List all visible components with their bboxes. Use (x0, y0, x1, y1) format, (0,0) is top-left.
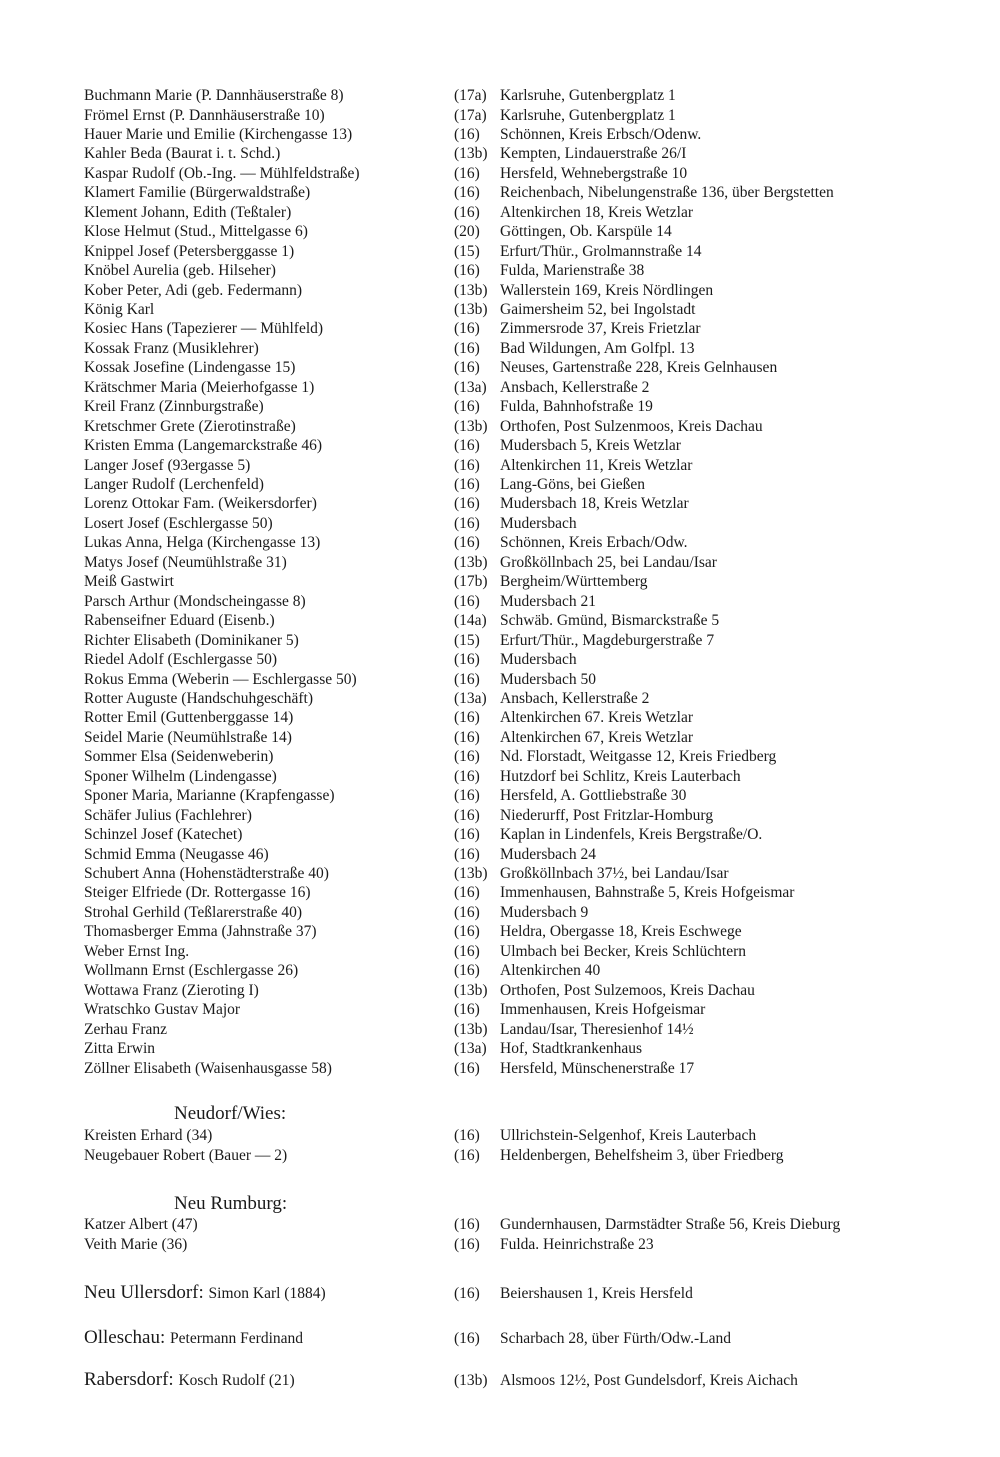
list-item (84, 533, 964, 553)
entry-name: Kreisten Erhard (34) (84, 1127, 213, 1144)
section-title-neu-rumburg: Neu Rumburg: (174, 1193, 288, 1214)
entry-district: (13a) (454, 1040, 487, 1057)
entry-address: Mudersbach 50 (500, 670, 596, 688)
entry-district: (15) (454, 242, 480, 260)
list-item (84, 942, 964, 962)
list-item (84, 261, 964, 281)
entry-district: (13b) (454, 981, 488, 999)
entry-address: Schönnen, Kreis Erbsch/Odenw. (500, 125, 702, 143)
entry-district: (16) (454, 359, 480, 377)
list-item (84, 883, 964, 903)
list-item (84, 86, 964, 106)
entry-district: (16) (454, 1127, 480, 1144)
list-item (84, 339, 964, 359)
entry-name: Kahler Beda (Baurat i. t. Schd.) (84, 145, 281, 163)
entry-district: (16) (454, 826, 480, 844)
entry-name: Kossak Josefine (Lindengasse 15) (84, 359, 296, 377)
list-item (84, 728, 964, 748)
entry-name: Kaspar Rudolf (Ob.-Ing. — Mühlfeldstraße) (84, 164, 360, 182)
entry-address: Göttingen, Ob. Karspüle 14 (500, 223, 672, 241)
list-item (84, 203, 964, 223)
list-item (84, 1020, 964, 1040)
entry-address: Hersfeld, Wehnebergstraße 10 (500, 164, 688, 182)
list-item (84, 475, 964, 495)
entry-district: (13b) (454, 1020, 488, 1038)
entry-address: Fulda. Heinrichstraße 23 (500, 1236, 654, 1253)
entry-name: Parsch Arthur (Mondscheingasse 8) (84, 592, 306, 610)
entry-address: Fulda, Bahnhofstraße 19 (500, 398, 653, 416)
list-item (84, 319, 964, 339)
entry-district: (16) (454, 339, 480, 357)
entry-address: Landau/Isar, Theresienhof 14½ (500, 1020, 694, 1038)
entry-address: Ulmbach bei Becker, Kreis Schlüchtern (500, 942, 747, 960)
entry-name: Kretschmer Grete (Zierotinstraße) (84, 417, 296, 435)
entry-name: Kristen Emma (Langemarckstraße 46) (84, 437, 323, 455)
list-item (84, 242, 964, 262)
entry-name: Zerhau Franz (84, 1020, 168, 1038)
list-item (84, 650, 964, 670)
list-item (84, 611, 964, 631)
entry-name: Sommer Elsa (Seidenweberin) (84, 748, 274, 766)
entry-address: Erfurt/Thür., Grolmannstraße 14 (500, 242, 702, 260)
place-name: Neu Ullersdorf: (84, 1282, 204, 1303)
entry-district: (13a) (454, 378, 487, 396)
entry-address: Altenkirchen 40 (500, 962, 601, 980)
entry-district: (16) (454, 534, 480, 552)
entry-address: Fulda, Marienstraße 38 (500, 262, 645, 279)
entry-name: Wollmann Ernst (Eschlergasse 26) (84, 962, 299, 980)
entry-address: Neuses, Gartenstraße 228, Kreis Gelnhausen (500, 359, 778, 377)
list-item (84, 417, 964, 437)
entry-name: Kosiec Hans (Tapezierer — Mühlfeld) (84, 320, 324, 338)
entry-address: Mudersbach 5, Kreis Wetzlar (500, 437, 681, 455)
entry-district: (16) (454, 787, 480, 805)
entry-name: Langer Rudolf (Lerchenfeld) (84, 476, 264, 493)
entry-district: (17a) (454, 106, 487, 124)
entry-name: Matys Josef (Neumühlstraße 31) (84, 553, 287, 571)
entry-district: (16) (454, 495, 480, 513)
entry-district: (13a) (454, 689, 487, 707)
entry-address: Bergheim/Württemberg (500, 573, 648, 591)
entry-name: Seidel Marie (Neumühlstraße 14) (84, 728, 292, 746)
place-name: Olleschau: (84, 1327, 166, 1348)
entry-address: Kaplan in Lindenfels, Kreis Bergstraße/O. (500, 826, 763, 844)
list-item (84, 144, 964, 164)
entry-district: (14a) (454, 612, 487, 630)
entry-district: (16) (454, 456, 480, 474)
entry-name: Richter Elisabeth (Dominikaner 5) (84, 631, 299, 649)
entry-name: Lorenz Ottokar Fam. (Weikersdorfer) (84, 495, 317, 513)
list-item (84, 553, 964, 573)
entry-name: Steiger Elfriede (Dr. Rottergasse 16) (84, 884, 311, 902)
entry-name: Klement Johann, Edith (Teßtaler) (84, 203, 292, 221)
list-item (84, 961, 964, 981)
entry-name: Lukas Anna, Helga (Kirchengasse 13) (84, 534, 321, 552)
entry-district: (16) (454, 651, 480, 668)
entry-district: (16) (454, 476, 480, 493)
entry-district: (16) (454, 748, 480, 766)
entry-address: Ansbach, Kellerstraße 2 (500, 378, 650, 396)
entry-district: (16) (454, 923, 480, 941)
place-entry (84, 1326, 303, 1351)
entry-name: Neugebauer Robert (Bauer — 2) (84, 1147, 288, 1164)
entry-address: Hutzdorf bei Schlitz, Kreis Lauterbach (500, 767, 741, 785)
entry-district: (16) (454, 728, 480, 746)
entry-address: Karlsruhe, Gutenbergplatz 1 (500, 87, 676, 104)
list-item (84, 183, 964, 203)
entry-address: Gaimersheim 52, bei Ingolstadt (500, 300, 696, 318)
entry-address: Hersfeld, Münschenerstraße 17 (500, 1059, 695, 1077)
entry-address: Mudersbach 24 (500, 845, 596, 863)
entry-district: (16) (454, 320, 480, 338)
entry-district: (16) (454, 125, 480, 143)
entry-address: Schwäb. Gmünd, Bismarckstraße 5 (500, 612, 720, 630)
entry-address: Gundernhausen, Darmstädter Straße 56, Kreis Dieburg (500, 1216, 841, 1233)
entry-name: Rokus Emma (Weberin — Eschlergasse 50) (84, 670, 357, 688)
section-title-neudorf: Neudorf/Wies: (174, 1103, 287, 1124)
entry-district: (13b) (454, 553, 488, 571)
list-item (84, 378, 964, 398)
entry-name: Schäfer Julius (Fachlehrer) (84, 806, 252, 824)
entry-district: (13b) (454, 1372, 488, 1389)
entry-address: Heldenbergen, Behelfsheim 3, über Friedberg (500, 1147, 784, 1164)
entry-name: Langer Josef (93ergasse 5) (84, 456, 251, 474)
entry-district: (16) (454, 1236, 480, 1253)
entry-district: (16) (454, 1001, 480, 1019)
entry-name: Sponer Maria, Marianne (Krapfengasse) (84, 787, 335, 805)
entry-district: (16) (454, 184, 480, 202)
list-item (84, 981, 964, 1001)
entry-name: Rotter Emil (Guttenberggasse 14) (84, 709, 294, 727)
entry-district: (16) (454, 709, 480, 727)
entry-name: Veith Marie (36) (84, 1236, 188, 1253)
list-item (84, 514, 964, 534)
entry-district: (13b) (454, 417, 488, 435)
entry-name: Schinzel Josef (Katechet) (84, 826, 243, 844)
list-item (84, 106, 964, 126)
list-item (84, 592, 964, 612)
entry-address: Schönnen, Kreis Erbach/Odw. (500, 534, 688, 552)
entry-name: Kosch Rudolf (21) (178, 1372, 295, 1389)
list-item (84, 358, 964, 378)
entry-name: Rabenseifner Eduard (Eisenb.) (84, 612, 275, 630)
list-item (84, 164, 964, 184)
entry-address: Mudersbach 18, Kreis Wetzlar (500, 495, 689, 513)
place-entry (84, 1368, 295, 1393)
list-item (84, 572, 964, 592)
entry-address: Altenkirchen 18, Kreis Wetzlar (500, 203, 694, 221)
entry-address: Immenhausen, Bahnstraße 5, Kreis Hofgeismar (500, 884, 795, 902)
entry-district: (16) (454, 1330, 480, 1347)
entry-district: (16) (454, 962, 480, 980)
entry-address: Mudersbach 21 (500, 592, 596, 610)
entry-address: Mudersbach 9 (500, 903, 589, 921)
list-item (84, 125, 964, 145)
list-item (84, 222, 964, 242)
entry-district: (13b) (454, 145, 488, 163)
list-item (84, 767, 964, 787)
list-item (84, 825, 964, 845)
entry-name: Knöbel Aurelia (geb. Hilseher) (84, 262, 276, 279)
list-item (84, 281, 964, 301)
entry-address: Ansbach, Kellerstraße 2 (500, 689, 650, 707)
entry-name: Petermann Ferdinand (170, 1330, 304, 1347)
entry-district: (13b) (454, 300, 488, 318)
entry-district: (16) (454, 398, 480, 416)
list-item (84, 397, 964, 417)
entry-name: Strohal Gerhild (Teßlarerstraße 40) (84, 903, 302, 921)
entry-address: Altenkirchen 67, Kreis Wetzlar (500, 728, 694, 746)
entry-district: (16) (454, 514, 480, 532)
place-entry (84, 1281, 326, 1306)
entry-name: Weber Ernst Ing. (84, 942, 190, 960)
list-item (84, 1146, 964, 1166)
entry-address: Großköllnbach 37½, bei Landau/Isar (500, 865, 729, 882)
list-item (84, 1000, 964, 1020)
entry-district: (16) (454, 164, 480, 182)
entry-address: Orthofen, Post Sulzemoos, Kreis Dachau (500, 981, 755, 999)
entry-address: Alsmoos 12½, Post Gundelsdorf, Kreis Aichach (500, 1372, 798, 1389)
entry-name: Wottawa Franz (Zieroting I) (84, 981, 259, 999)
entry-name: Meiß Gastwirt (84, 573, 174, 591)
entry-name: Knippel Josef (Petersberggasse 1) (84, 242, 295, 260)
entry-district: (20) (454, 223, 480, 241)
entry-name: Schmid Emma (Neugasse 46) (84, 845, 269, 863)
entry-address: Hersfeld, A. Gottliebstraße 30 (500, 787, 687, 805)
list-item (84, 1368, 964, 1392)
list-item (84, 922, 964, 942)
list-item (84, 747, 964, 767)
entry-district: (16) (454, 845, 480, 863)
list-item (84, 689, 964, 709)
list-item (84, 1126, 964, 1146)
entry-name: Zitta Erwin (84, 1040, 156, 1057)
list-item (84, 903, 964, 923)
entry-name: Zöllner Elisabeth (Waisenhausgasse 58) (84, 1059, 332, 1077)
entry-district: (15) (454, 631, 480, 649)
entry-district: (16) (454, 942, 480, 960)
list-item (84, 436, 964, 456)
entry-district: (16) (454, 262, 480, 279)
list-item (84, 786, 964, 806)
list-item (84, 494, 964, 514)
entry-address: Reichenbach, Nibelungenstraße 136, über Bergstetten (500, 184, 834, 202)
entry-address: Immenhausen, Kreis Hofgeismar (500, 1001, 706, 1019)
entry-district: (16) (454, 806, 480, 824)
entry-address: Mudersbach (500, 514, 577, 532)
entry-district: (17a) (454, 87, 487, 104)
entry-address: Orthofen, Post Sulzenmoos, Kreis Dachau (500, 417, 763, 435)
entry-district: (17b) (454, 573, 488, 591)
entry-district: (16) (454, 670, 480, 688)
list-item (84, 1281, 964, 1305)
entry-name: Schubert Anna (Hohenstädterstraße 40) (84, 865, 329, 882)
list-item (84, 456, 964, 476)
entry-address: Hof, Stadtkrankenhaus (500, 1040, 643, 1057)
list-item (84, 631, 964, 651)
entry-name: Frömel Ernst (P. Dannhäuserstraße 10) (84, 106, 325, 124)
entry-name: Wratschko Gustav Major (84, 1001, 241, 1019)
entry-name: Thomasberger Emma (Jahnstraße 37) (84, 923, 317, 941)
list-item (84, 708, 964, 728)
list-item (84, 1059, 964, 1079)
entry-address: Nd. Florstadt, Weitgasse 12, Kreis Friedberg (500, 748, 777, 766)
entry-address: Karlsruhe, Gutenbergplatz 1 (500, 106, 676, 124)
entry-name: König Karl (84, 300, 155, 318)
list-item (84, 806, 964, 826)
list-item (84, 1039, 964, 1059)
list-item (84, 1235, 964, 1255)
list-item (84, 845, 964, 865)
entry-name: Krätschmer Maria (Meierhofgasse 1) (84, 378, 315, 396)
entry-name: Kreil Franz (Zinnburgstraße) (84, 398, 264, 416)
list-item (84, 1215, 964, 1235)
entry-name: Klamert Familie (Bürgerwaldstraße) (84, 184, 311, 202)
entry-district: (16) (454, 1216, 480, 1233)
list-item (84, 1326, 964, 1350)
entry-name: Hauer Marie und Emilie (Kirchengasse 13) (84, 125, 353, 143)
entry-district: (16) (454, 437, 480, 455)
entry-address: Heldra, Obergasse 18, Kreis Eschwege (500, 923, 742, 941)
entry-name: Buchmann Marie (P. Dannhäuserstraße 8) (84, 87, 344, 104)
entry-name: Sponer Wilhelm (Lindengasse) (84, 767, 277, 785)
entry-address: Erfurt/Thür., Magdeburgerstraße 7 (500, 631, 715, 649)
entry-name: Kober Peter, Adi (geb. Federmann) (84, 281, 303, 299)
entry-address: Ullrichstein-Selgenhof, Kreis Lauterbach (500, 1127, 757, 1144)
entry-name: Simon Karl (1884) (208, 1285, 326, 1302)
entry-address: Altenkirchen 11, Kreis Wetzlar (500, 456, 693, 474)
entry-name: Riedel Adolf (Eschlergasse 50) (84, 651, 277, 668)
entry-district: (16) (454, 903, 480, 921)
entry-address: Mudersbach (500, 651, 577, 668)
entry-address: Bad Wildungen, Am Golfpl. 13 (500, 339, 695, 357)
entry-name: Rotter Auguste (Handschuhgeschäft) (84, 689, 313, 707)
list-item (84, 670, 964, 690)
entry-address: Scharbach 28, über Fürth/Odw.-Land (500, 1330, 732, 1347)
entry-district: (13b) (454, 865, 488, 882)
entry-district: (16) (454, 592, 480, 610)
entry-name: Losert Josef (Eschlergasse 50) (84, 514, 273, 532)
entry-name: Katzer Albert (47) (84, 1216, 198, 1233)
entry-address: Beiershausen 1, Kreis Hersfeld (500, 1285, 693, 1302)
entry-district: (16) (454, 203, 480, 221)
entry-address: Wallerstein 169, Kreis Nördlingen (500, 281, 714, 299)
entry-district: (16) (454, 767, 480, 785)
entry-district: (16) (454, 1285, 480, 1302)
list-item (84, 864, 964, 884)
entry-address: Zimmersrode 37, Kreis Frietzlar (500, 320, 701, 338)
entry-name: Klose Helmut (Stud., Mittelgasse 6) (84, 223, 308, 241)
list-item (84, 300, 964, 320)
entry-address: Großköllnbach 25, bei Landau/Isar (500, 553, 717, 571)
entry-address: Niederurff, Post Fritzlar-Homburg (500, 806, 714, 824)
place-name: Rabersdorf: (84, 1369, 174, 1390)
entry-district: (16) (454, 1147, 480, 1164)
entry-district: (16) (454, 884, 480, 902)
entry-address: Kempten, Lindauerstraße 26/I (500, 145, 687, 163)
entry-name: Kossak Franz (Musiklehrer) (84, 339, 259, 357)
entry-address: Altenkirchen 67. Kreis Wetzlar (500, 709, 694, 727)
entry-district: (13b) (454, 281, 488, 299)
entry-district: (16) (454, 1059, 480, 1077)
entry-address: Lang-Göns, bei Gießen (500, 476, 646, 493)
